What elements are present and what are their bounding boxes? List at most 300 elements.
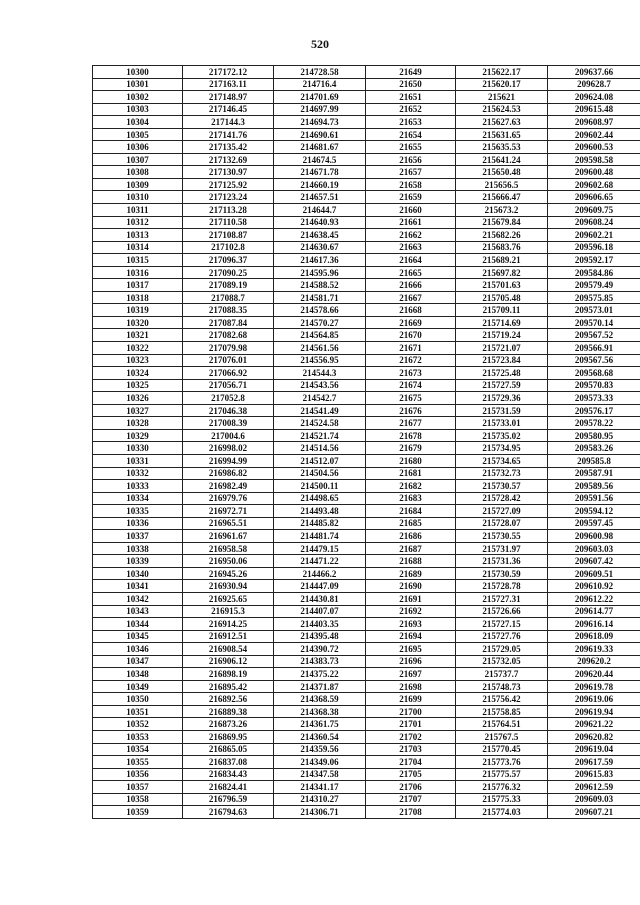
point-number-left-cell: 10355 [93, 756, 183, 769]
point-number-right-cell: 21680 [366, 454, 456, 467]
x-coord-right-cell: 215622.17 [456, 66, 548, 79]
point-number-left-cell: 10328 [93, 417, 183, 430]
y-coord-right-cell: 209602.44 [548, 128, 640, 141]
x-coord-left-cell: 217130.97 [183, 166, 274, 179]
y-coord-left-cell: 214556.95 [274, 354, 366, 367]
table-row [93, 354, 640, 367]
x-coord-left-cell: 217090.25 [183, 266, 274, 279]
x-coord-left-cell: 217079.98 [183, 342, 274, 355]
x-coord-right-cell: 215701.63 [456, 279, 548, 292]
point-number-right-cell: 21678 [366, 429, 456, 442]
x-coord-left-cell: 217096.37 [183, 254, 274, 267]
y-coord-left-cell: 214310.27 [274, 793, 366, 806]
table-row [93, 291, 640, 304]
x-coord-right-cell: 215650.48 [456, 166, 548, 179]
y-coord-left-cell: 214690.61 [274, 128, 366, 141]
y-coord-right-cell: 209619.33 [548, 643, 640, 656]
x-coord-left-cell: 216837.08 [183, 756, 274, 769]
point-number-right-cell: 21651 [366, 91, 456, 104]
y-coord-right-cell: 209612.22 [548, 592, 640, 605]
y-coord-right-cell: 209573.33 [548, 392, 640, 405]
y-coord-right-cell: 209576.17 [548, 404, 640, 417]
y-coord-right-cell: 209606.65 [548, 191, 640, 204]
point-number-right-cell: 21706 [366, 781, 456, 794]
y-coord-left-cell: 214514.56 [274, 442, 366, 455]
y-coord-left-cell: 214447.09 [274, 580, 366, 593]
x-coord-right-cell: 215624.53 [456, 103, 548, 116]
y-coord-right-cell: 209620.82 [548, 730, 640, 743]
table-row [93, 605, 640, 618]
y-coord-left-cell: 214570.27 [274, 316, 366, 329]
table-row [93, 78, 640, 91]
x-coord-right-cell: 215697.82 [456, 266, 548, 279]
y-coord-right-cell: 209573.01 [548, 304, 640, 317]
point-number-left-cell: 10343 [93, 605, 183, 618]
point-number-left-cell: 10332 [93, 467, 183, 480]
y-coord-left-cell: 214541.49 [274, 404, 366, 417]
y-coord-right-cell: 209628.7 [548, 78, 640, 91]
table-row [93, 743, 640, 756]
point-number-left-cell: 10327 [93, 404, 183, 417]
table-row [93, 429, 640, 442]
x-coord-right-cell: 215679.84 [456, 216, 548, 229]
table-row [93, 781, 640, 794]
x-coord-left-cell: 216998.02 [183, 442, 274, 455]
y-coord-right-cell: 209618.09 [548, 630, 640, 643]
x-coord-right-cell: 215737.7 [456, 668, 548, 681]
x-coord-right-cell: 215683.76 [456, 241, 548, 254]
table-row [93, 492, 640, 505]
table-row [93, 505, 640, 518]
x-coord-left-cell: 216908.54 [183, 643, 274, 656]
x-coord-right-cell: 215775.57 [456, 768, 548, 781]
table-row [93, 630, 640, 643]
x-coord-right-cell: 215666.47 [456, 191, 548, 204]
y-coord-right-cell: 209570.14 [548, 316, 640, 329]
x-coord-left-cell: 216950.06 [183, 555, 274, 568]
point-number-left-cell: 10300 [93, 66, 183, 79]
y-coord-right-cell: 209603.03 [548, 542, 640, 555]
x-coord-left-cell: 216914.25 [183, 618, 274, 631]
point-number-right-cell: 21677 [366, 417, 456, 430]
y-coord-left-cell: 214578.66 [274, 304, 366, 317]
x-coord-left-cell: 216965.51 [183, 517, 274, 530]
x-coord-right-cell: 215673.2 [456, 204, 548, 217]
y-coord-left-cell: 214347.58 [274, 768, 366, 781]
y-coord-right-cell: 209608.97 [548, 116, 640, 129]
y-coord-left-cell: 214657.51 [274, 191, 366, 204]
point-number-right-cell: 21698 [366, 680, 456, 693]
y-coord-left-cell: 214481.74 [274, 530, 366, 543]
point-number-left-cell: 10301 [93, 78, 183, 91]
y-coord-left-cell: 214588.52 [274, 279, 366, 292]
point-number-left-cell: 10325 [93, 379, 183, 392]
x-coord-right-cell: 215727.09 [456, 505, 548, 518]
point-number-right-cell: 21660 [366, 204, 456, 217]
point-number-left-cell: 10310 [93, 191, 183, 204]
point-number-left-cell: 10337 [93, 530, 183, 543]
y-coord-left-cell: 214694.73 [274, 116, 366, 129]
point-number-right-cell: 21671 [366, 342, 456, 355]
table-row [93, 141, 640, 154]
y-coord-left-cell: 214697.99 [274, 103, 366, 116]
x-coord-left-cell: 217088.35 [183, 304, 274, 317]
table-row [93, 103, 640, 116]
x-coord-right-cell: 215689.21 [456, 254, 548, 267]
point-number-right-cell: 21697 [366, 668, 456, 681]
point-number-right-cell: 21666 [366, 279, 456, 292]
y-coord-right-cell: 209584.86 [548, 266, 640, 279]
point-number-left-cell: 10313 [93, 229, 183, 242]
y-coord-right-cell: 209637.66 [548, 66, 640, 79]
y-coord-right-cell: 209596.18 [548, 241, 640, 254]
table-row [93, 91, 640, 104]
x-coord-right-cell: 215776.32 [456, 781, 548, 794]
y-coord-right-cell: 209620.2 [548, 655, 640, 668]
x-coord-left-cell: 216982.49 [183, 480, 274, 493]
y-coord-left-cell: 214341.17 [274, 781, 366, 794]
point-number-right-cell: 21679 [366, 442, 456, 455]
x-coord-left-cell: 217087.84 [183, 316, 274, 329]
x-coord-left-cell: 217088.7 [183, 291, 274, 304]
table-row [93, 705, 640, 718]
x-coord-left-cell: 216834.43 [183, 768, 274, 781]
point-number-right-cell: 21657 [366, 166, 456, 179]
point-number-right-cell: 21650 [366, 78, 456, 91]
point-number-left-cell: 10307 [93, 153, 183, 166]
x-coord-left-cell: 217102.8 [183, 241, 274, 254]
y-coord-right-cell: 209607.21 [548, 806, 640, 819]
x-coord-left-cell: 216873.26 [183, 718, 274, 731]
x-coord-right-cell: 215728.78 [456, 580, 548, 593]
point-number-left-cell: 10317 [93, 279, 183, 292]
point-number-left-cell: 10318 [93, 291, 183, 304]
point-number-left-cell: 10305 [93, 128, 183, 141]
y-coord-right-cell: 209621.22 [548, 718, 640, 731]
point-number-right-cell: 21669 [366, 316, 456, 329]
point-number-right-cell: 21695 [366, 643, 456, 656]
point-number-left-cell: 10359 [93, 806, 183, 819]
x-coord-left-cell: 216869.95 [183, 730, 274, 743]
point-number-left-cell: 10350 [93, 693, 183, 706]
point-number-right-cell: 21673 [366, 367, 456, 380]
x-coord-right-cell: 215727.15 [456, 618, 548, 631]
table-row [93, 467, 640, 480]
table-row [93, 379, 640, 392]
y-coord-right-cell: 209609.75 [548, 204, 640, 217]
y-coord-left-cell: 214360.54 [274, 730, 366, 743]
point-number-left-cell: 10352 [93, 718, 183, 731]
x-coord-right-cell: 215767.5 [456, 730, 548, 743]
y-coord-left-cell: 214671.78 [274, 166, 366, 179]
x-coord-left-cell: 216930.94 [183, 580, 274, 593]
table-row [93, 555, 640, 568]
point-number-left-cell: 10336 [93, 517, 183, 530]
x-coord-left-cell: 216898.19 [183, 668, 274, 681]
y-coord-right-cell: 209568.68 [548, 367, 640, 380]
table-row [93, 417, 640, 430]
y-coord-right-cell: 209567.56 [548, 354, 640, 367]
point-number-right-cell: 21699 [366, 693, 456, 706]
point-number-left-cell: 10303 [93, 103, 183, 116]
x-coord-left-cell: 217146.45 [183, 103, 274, 116]
y-coord-right-cell: 209580.95 [548, 429, 640, 442]
x-coord-right-cell: 215733.01 [456, 417, 548, 430]
table-row [93, 229, 640, 242]
table-row [93, 304, 640, 317]
x-coord-left-cell: 216945.26 [183, 567, 274, 580]
point-number-left-cell: 10329 [93, 429, 183, 442]
point-number-right-cell: 21652 [366, 103, 456, 116]
x-coord-right-cell: 215758.85 [456, 705, 548, 718]
y-coord-left-cell: 214728.58 [274, 66, 366, 79]
y-coord-right-cell: 209609.03 [548, 793, 640, 806]
x-coord-right-cell: 215735.02 [456, 429, 548, 442]
coordinate-table-body [93, 66, 640, 819]
point-number-left-cell: 10356 [93, 768, 183, 781]
y-coord-right-cell: 209600.53 [548, 141, 640, 154]
point-number-right-cell: 21682 [366, 480, 456, 493]
point-number-right-cell: 21674 [366, 379, 456, 392]
x-coord-right-cell: 215631.65 [456, 128, 548, 141]
x-coord-left-cell: 217046.38 [183, 404, 274, 417]
point-number-left-cell: 10346 [93, 643, 183, 656]
x-coord-left-cell: 217076.01 [183, 354, 274, 367]
y-coord-left-cell: 214564.85 [274, 329, 366, 342]
table-row [93, 329, 640, 342]
table-row [93, 480, 640, 493]
point-number-left-cell: 10323 [93, 354, 183, 367]
point-number-right-cell: 21687 [366, 542, 456, 555]
x-coord-right-cell: 215732.73 [456, 467, 548, 480]
x-coord-left-cell: 217004.6 [183, 429, 274, 442]
x-coord-left-cell: 216796.59 [183, 793, 274, 806]
point-number-right-cell: 21675 [366, 392, 456, 405]
y-coord-right-cell: 209566.91 [548, 342, 640, 355]
x-coord-left-cell: 216915.3 [183, 605, 274, 618]
table-row [93, 216, 640, 229]
x-coord-left-cell: 217148.97 [183, 91, 274, 104]
point-number-left-cell: 10344 [93, 618, 183, 631]
point-number-left-cell: 10347 [93, 655, 183, 668]
table-row [93, 116, 640, 129]
point-number-left-cell: 10320 [93, 316, 183, 329]
table-row [93, 367, 640, 380]
point-number-left-cell: 10319 [93, 304, 183, 317]
y-coord-left-cell: 214640.93 [274, 216, 366, 229]
point-number-left-cell: 10351 [93, 705, 183, 718]
point-number-right-cell: 21683 [366, 492, 456, 505]
y-coord-left-cell: 214595.96 [274, 266, 366, 279]
table-row [93, 580, 640, 593]
y-coord-right-cell: 209567.52 [548, 329, 640, 342]
y-coord-left-cell: 214701.69 [274, 91, 366, 104]
y-coord-right-cell: 209619.04 [548, 743, 640, 756]
y-coord-right-cell: 209616.14 [548, 618, 640, 631]
y-coord-right-cell: 209612.59 [548, 781, 640, 794]
point-number-right-cell: 21664 [366, 254, 456, 267]
table-row [93, 718, 640, 731]
x-coord-right-cell: 215734.95 [456, 442, 548, 455]
point-number-left-cell: 10345 [93, 630, 183, 643]
y-coord-right-cell: 209575.85 [548, 291, 640, 304]
y-coord-right-cell: 209619.78 [548, 680, 640, 693]
y-coord-right-cell: 209583.26 [548, 442, 640, 455]
x-coord-right-cell: 215764.51 [456, 718, 548, 731]
x-coord-left-cell: 216895.42 [183, 680, 274, 693]
point-number-right-cell: 21656 [366, 153, 456, 166]
x-coord-left-cell: 217108.87 [183, 229, 274, 242]
y-coord-left-cell: 214542.7 [274, 392, 366, 405]
point-number-left-cell: 10357 [93, 781, 183, 794]
x-coord-right-cell: 215641.24 [456, 153, 548, 166]
point-number-left-cell: 10309 [93, 178, 183, 191]
point-number-left-cell: 10339 [93, 555, 183, 568]
x-coord-right-cell: 215723.84 [456, 354, 548, 367]
x-coord-right-cell: 215682.26 [456, 229, 548, 242]
point-number-left-cell: 10341 [93, 580, 183, 593]
y-coord-left-cell: 214375.22 [274, 668, 366, 681]
point-number-right-cell: 21667 [366, 291, 456, 304]
point-number-right-cell: 21688 [366, 555, 456, 568]
table-row [93, 530, 640, 543]
y-coord-right-cell: 209600.48 [548, 166, 640, 179]
y-coord-left-cell: 214306.71 [274, 806, 366, 819]
point-number-right-cell: 21691 [366, 592, 456, 605]
point-number-right-cell: 21696 [366, 655, 456, 668]
y-coord-left-cell: 214403.35 [274, 618, 366, 631]
page-number: 520 [311, 37, 329, 51]
point-number-left-cell: 10333 [93, 480, 183, 493]
point-number-left-cell: 10340 [93, 567, 183, 580]
x-coord-left-cell: 216994.99 [183, 454, 274, 467]
table-row [93, 680, 640, 693]
point-number-left-cell: 10331 [93, 454, 183, 467]
table-row [93, 618, 640, 631]
table-row [93, 191, 640, 204]
x-coord-left-cell: 216972.71 [183, 505, 274, 518]
x-coord-left-cell: 216986.82 [183, 467, 274, 480]
point-number-left-cell: 10338 [93, 542, 183, 555]
y-coord-right-cell: 209579.49 [548, 279, 640, 292]
y-coord-left-cell: 214521.74 [274, 429, 366, 442]
point-number-right-cell: 21672 [366, 354, 456, 367]
point-number-right-cell: 21676 [366, 404, 456, 417]
y-coord-left-cell: 214504.56 [274, 467, 366, 480]
table-row [93, 442, 640, 455]
point-number-right-cell: 21700 [366, 705, 456, 718]
x-coord-left-cell: 217125.92 [183, 178, 274, 191]
point-number-left-cell: 10306 [93, 141, 183, 154]
y-coord-left-cell: 214361.75 [274, 718, 366, 731]
y-coord-left-cell: 214716.4 [274, 78, 366, 91]
x-coord-right-cell: 215730.57 [456, 480, 548, 493]
x-coord-right-cell: 215627.63 [456, 116, 548, 129]
x-coord-left-cell: 216906.12 [183, 655, 274, 668]
table-row [93, 266, 640, 279]
point-number-right-cell: 21692 [366, 605, 456, 618]
point-number-right-cell: 21707 [366, 793, 456, 806]
x-coord-left-cell: 217008.39 [183, 417, 274, 430]
point-number-right-cell: 21655 [366, 141, 456, 154]
x-coord-left-cell: 217056.71 [183, 379, 274, 392]
x-coord-right-cell: 215726.66 [456, 605, 548, 618]
point-number-right-cell: 21686 [366, 530, 456, 543]
table-row [93, 693, 640, 706]
y-coord-left-cell: 214371.87 [274, 680, 366, 693]
y-coord-left-cell: 214485.82 [274, 517, 366, 530]
table-row [93, 254, 640, 267]
point-number-right-cell: 21689 [366, 567, 456, 580]
x-coord-right-cell: 215773.76 [456, 756, 548, 769]
x-coord-left-cell: 217144.3 [183, 116, 274, 129]
table-row [93, 567, 640, 580]
x-coord-left-cell: 217052.8 [183, 392, 274, 405]
table-row [93, 404, 640, 417]
point-number-right-cell: 21665 [366, 266, 456, 279]
point-number-right-cell: 21701 [366, 718, 456, 731]
table-row [93, 454, 640, 467]
table-row [93, 342, 640, 355]
x-coord-right-cell: 215719.24 [456, 329, 548, 342]
point-number-right-cell: 21653 [366, 116, 456, 129]
y-coord-left-cell: 214581.71 [274, 291, 366, 304]
x-coord-left-cell: 217089.19 [183, 279, 274, 292]
point-number-left-cell: 10302 [93, 91, 183, 104]
x-coord-right-cell: 215756.42 [456, 693, 548, 706]
point-number-right-cell: 21668 [366, 304, 456, 317]
table-row [93, 166, 640, 179]
y-coord-left-cell: 214395.48 [274, 630, 366, 643]
y-coord-left-cell: 214359.56 [274, 743, 366, 756]
table-row [93, 730, 640, 743]
point-number-left-cell: 10308 [93, 166, 183, 179]
y-coord-left-cell: 214561.56 [274, 342, 366, 355]
point-number-left-cell: 10322 [93, 342, 183, 355]
point-number-left-cell: 10321 [93, 329, 183, 342]
x-coord-right-cell: 215727.76 [456, 630, 548, 643]
table-row [93, 806, 640, 819]
y-coord-right-cell: 209598.58 [548, 153, 640, 166]
y-coord-left-cell: 214638.45 [274, 229, 366, 242]
y-coord-right-cell: 209600.98 [548, 530, 640, 543]
y-coord-left-cell: 214543.56 [274, 379, 366, 392]
x-coord-right-cell: 215770.45 [456, 743, 548, 756]
y-coord-left-cell: 214407.07 [274, 605, 366, 618]
point-number-left-cell: 10353 [93, 730, 183, 743]
x-coord-right-cell: 215748.73 [456, 680, 548, 693]
point-number-right-cell: 21704 [366, 756, 456, 769]
x-coord-left-cell: 216961.67 [183, 530, 274, 543]
point-number-left-cell: 10334 [93, 492, 183, 505]
y-coord-left-cell: 214681.67 [274, 141, 366, 154]
x-coord-right-cell: 215705.48 [456, 291, 548, 304]
table-row [93, 153, 640, 166]
point-number-right-cell: 21681 [366, 467, 456, 480]
y-coord-left-cell: 214368.38 [274, 705, 366, 718]
point-number-right-cell: 21702 [366, 730, 456, 743]
table-row [93, 178, 640, 191]
point-number-left-cell: 10330 [93, 442, 183, 455]
x-coord-right-cell: 215709.11 [456, 304, 548, 317]
y-coord-right-cell: 209608.24 [548, 216, 640, 229]
y-coord-right-cell: 209615.83 [548, 768, 640, 781]
point-number-left-cell: 10311 [93, 204, 183, 217]
point-number-right-cell: 21708 [366, 806, 456, 819]
x-coord-right-cell: 215714.69 [456, 316, 548, 329]
x-coord-left-cell: 217172.12 [183, 66, 274, 79]
point-number-left-cell: 10342 [93, 592, 183, 605]
